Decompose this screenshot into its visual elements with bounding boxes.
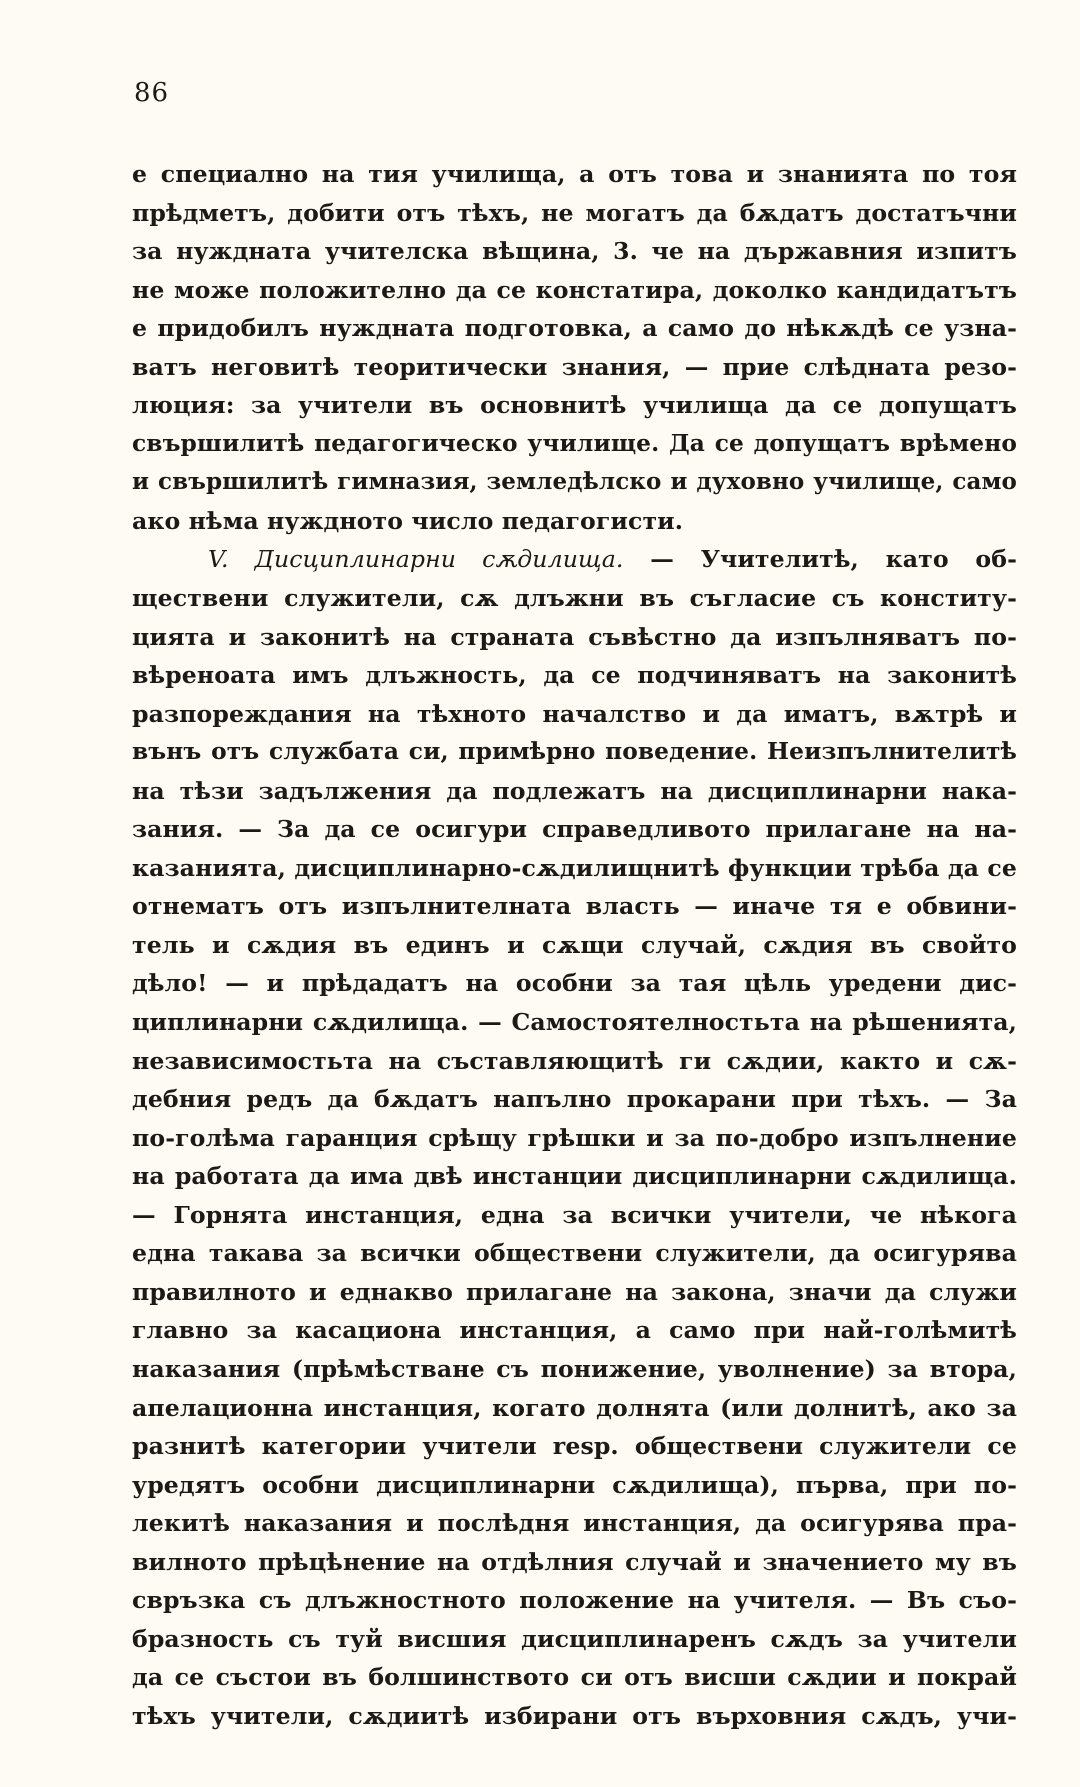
text-line: дѣло! — и прѣдадатъ на особни за тая цѣль уредени дис- [132, 969, 1017, 998]
text-line: зания. — За да се осигури справедливото прилагане на на- [132, 815, 1017, 844]
text-line: тель и сѫдия въ единъ и сѫщи случай, сѫдия въ свойто [132, 930, 1017, 959]
text-line: за нуждната учителска вѣщина, 3. че на държавния изпитъ [132, 237, 1017, 266]
text-line: свършилитѣ педагогическо училище. Да се допущатъ врѣмено [132, 429, 1017, 457]
text-line: свръзка съ длъжностното положение на учителя. — Въ съо- [132, 1586, 1017, 1615]
text-line: вънъ отъ службата си, примѣрно поведение. Неизпълнителитѣ [132, 738, 1017, 766]
text-line: по-голѣма гаранция срѣщу грѣшки и за по-добро изпълнение [132, 1123, 1017, 1152]
section-first-line [132, 540, 1017, 579]
text-line: прѣдметъ, добити отъ тѣхъ, не могатъ да бѫдатъ достатъчни [132, 198, 1017, 227]
text-line: цията и законитѣ на страната съвѣстно да изпълняватъ по- [132, 622, 1017, 651]
text-line: не може положително да се констатира, доколко кандидатътъ [132, 275, 1017, 304]
text-line: е специално на тия училища, а отъ това и знанията по тоя [132, 160, 1017, 188]
text-line: люция: за учители въ основнитѣ училища да се допущатъ [132, 391, 1017, 420]
text-line: вѣреноата имъ длъжность, да се подчиняватъ на законитѣ [132, 661, 1017, 690]
text-line: е придобилъ нуждната подготовка, а само до нѣкѫдѣ се узна- [132, 314, 1017, 343]
text-line: циплинарни сѫдилища. — Самостоятелностьта на рѣшенията, [132, 1008, 1017, 1037]
text-line: лекитѣ наказания и послѣдня инстанция, да осигурява пра- [132, 1509, 1017, 1538]
text-line: на тѣзи задължения да подлежатъ на дисциплинарни нака- [132, 776, 1017, 805]
text-line: разпореждания на тѣхното началство и да иматъ, вѫтрѣ и [132, 699, 1017, 728]
text-line: на работата да има двѣ инстанции дисциплинарни сѫдилища. [132, 1162, 1017, 1191]
text-line: наказания (прѣмѣстване съ понижение, уволнение) за втора, [132, 1354, 1017, 1383]
text-line: и свършилитѣ гимназия, земледѣлско и духовно училище, само [132, 468, 1017, 496]
text-line: — Горнята инстанция, една за всички учители, че нѣкога [132, 1200, 1017, 1229]
text-line: ществени служители, сѫ длъжни въ съгласие съ конститу- [132, 584, 1017, 613]
text-line: казанията, дисциплинарно-сѫдилищнитѣ функции трѣба да се [132, 853, 1017, 882]
text-line: апелационна инстанция, когато долнята (или долнитѣ, ако за [132, 1393, 1017, 1422]
text-line: вилното прѣцѣнение на отдѣлния случай и значението му въ [132, 1547, 1017, 1576]
text-line: да се състои въ болшинството си отъ висши сѫдии и покрай [132, 1663, 1017, 1692]
page-number: 86 [134, 78, 170, 108]
text-line: тѣхъ учители, сѫдиитѣ избирани отъ върховния сѫдъ, учи- [132, 1701, 1017, 1730]
text-line: главно за касациона инстанция, а само при най-голѣмитѣ [132, 1316, 1017, 1345]
section-heading: V. Дисциплинарни сѫдилища. [208, 545, 624, 574]
body-text [132, 155, 1017, 1735]
text-line: уредятъ особни дисциплинарни сѫдилища), първа, при по- [132, 1470, 1017, 1499]
text-line: отнематъ отъ изпълнителната власть — иначе тя е обвини- [132, 892, 1017, 921]
text-line: ако нѣма нуждното число педагогисти. [132, 506, 684, 535]
section-first-line-rest: — Учителитѣ, като об- [650, 545, 1017, 574]
text-line: бразность съ туй висшия дисциплинаренъ сѫдъ за учители [132, 1624, 1017, 1653]
text-line: дебния редъ да бѫдатъ напълно прокарани при тѣхъ. — За [132, 1085, 1017, 1114]
text-line: една такава за всички обществени служители, да осигурява [132, 1239, 1017, 1268]
text-line: ватъ неговитѣ теоритически знания, — прие слѣдната резо- [132, 352, 1017, 381]
text-line: разнитѣ категории учители resp. обществени служители се [132, 1432, 1017, 1461]
text-line: независимостьта на съставляющитѣ ги сѫдии, както и сѫ- [132, 1046, 1017, 1075]
text-line: правилното и еднакво прилагане на закона, значи да служи [132, 1277, 1017, 1306]
